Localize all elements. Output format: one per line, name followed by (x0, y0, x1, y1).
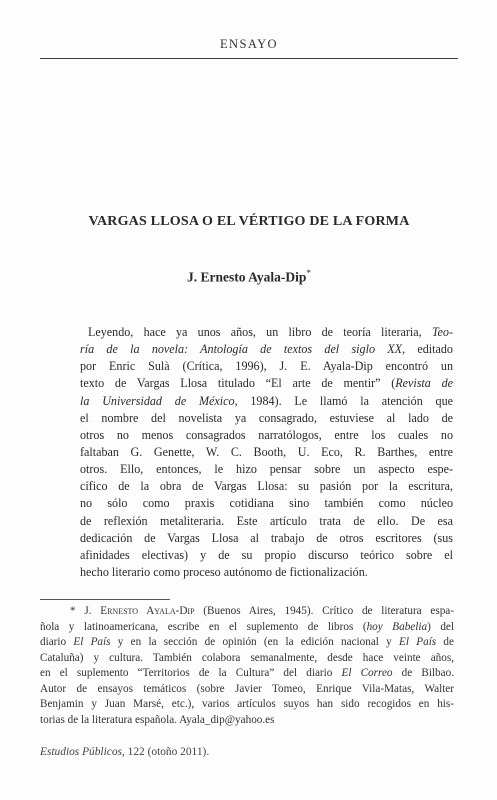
abstract-line (80, 324, 453, 341)
footnote-line-segment: J. Ernesto Ayala-Dip (84, 605, 195, 617)
abstract-line (80, 358, 453, 375)
abstract-line-segment: el nombre del novelista ya consagrado, estuviese al lado de (80, 410, 453, 425)
abstract-line-segment: Leyendo, hace ya unos años, un libro de teoría literaria, (88, 325, 432, 339)
abstract-line (80, 478, 453, 495)
footnote-line-segment: El País (399, 636, 437, 648)
abstract-line (80, 393, 453, 410)
abstract-line (80, 530, 453, 547)
author-name: J. Ernesto Ayala-Dip (187, 269, 307, 285)
journal-citation (40, 746, 209, 758)
running-head: ENSAYO (220, 37, 278, 51)
abstract-line-segment: cífico de la obra de Vargas Llosa: su pasión por la escritura, (80, 479, 453, 494)
abstract-line (80, 410, 453, 427)
abstract-line-segment: , 1984). Le llamó la atención que (234, 393, 453, 408)
footnote-line (40, 604, 454, 620)
abstract-line-segment: no sólo como praxis cotidiana sino también como núcleo (80, 496, 453, 511)
footnote-line-segment: Cataluña) y cultura. También colabora semanalmente, desde hace veinte años, (40, 651, 454, 664)
footnote-line-segment: * (70, 605, 85, 617)
footnote-line-segment: Benjamin y Juan Marsé, etc.), varios artículos suyos han sido recogidos en his- (40, 698, 454, 710)
footnote-marker: * (306, 268, 311, 278)
footnote-line-segment: de (436, 636, 454, 648)
abstract-line-segment: otros no menos consagrados narratólogos, entre los cuales no (80, 427, 453, 442)
header-rule (40, 58, 458, 59)
abstract-line-segment: faltaban G. Genette, W. C. Booth, U. Eco, R. Barthes, entre (80, 444, 453, 459)
footnote-line-segment: y en la sección de opinión (en la edición nacional y (110, 636, 400, 648)
footnote (40, 604, 454, 728)
abstract-line-segment: Teo- (431, 325, 453, 339)
abstract-line-segment: texto de Vargas Llosa titulado “El arte de mentir” ( (80, 376, 396, 391)
journal-name: Estudios Públicos (40, 746, 122, 758)
abstract-line-segment: , editado (402, 342, 453, 357)
article-author (40, 268, 458, 286)
abstract-line (80, 461, 453, 478)
abstract (80, 324, 453, 581)
abstract-line (80, 427, 453, 444)
footnote-line (40, 697, 454, 713)
footnote-line-segment: ñola y latinoamericana, escribe en el suplemento de libros ( (40, 620, 367, 633)
abstract-line-segment: afinidades electivas) y de su propio discurso teórico sobre el (80, 547, 453, 562)
footnote-line-segment: torias de la literatura española. Ayala_dip@yahoo.es (40, 713, 275, 726)
footnote-line (40, 682, 454, 698)
footnote-line-segment: Autor de ensayos temáticos (sobre Javier Tomeo, Enrique Vila-Matas, Walter (40, 682, 454, 695)
abstract-line (80, 495, 453, 512)
abstract-line (80, 341, 453, 358)
footnote-line (40, 651, 454, 667)
footnote-line-segment: en el suplemento “Territorios de la Cultura” del diario (40, 667, 342, 679)
abstract-line-segment: Revista de (395, 376, 453, 391)
abstract-line-segment: hecho literario como proceso autónomo de fictionalización. (80, 564, 368, 579)
abstract-line-segment: dedicación de Vargas Llosa al trabajo de otros escritores (sus (80, 530, 453, 545)
footnote-line (40, 635, 454, 651)
footnote-line-segment: hoy Babelia (366, 620, 428, 633)
footnote-line (40, 620, 454, 636)
abstract-line-segment: por Enric Sulà (Crítica, 1996), J. E. Ayala-Dip encontró un (80, 359, 453, 374)
abstract-line (80, 547, 453, 564)
abstract-line-segment: de reflexión metaliteraria. Este artículo trata de ello. De esa (80, 513, 453, 528)
footnote-line (40, 666, 454, 682)
footnote-line-segment: de Bilbao. (392, 667, 454, 679)
footnote-line-segment: El Correo (341, 667, 393, 679)
footnote-rule (40, 599, 170, 600)
abstract-line-segment: ría de la novela: Antología de textos del siglo XX (80, 342, 403, 357)
footnote-line-segment: ) del (427, 620, 455, 633)
footnote-line-segment: (Buenos Aires, 1945). Crítico de literatura espa- (194, 605, 454, 617)
article-title: VARGAS LLOSA O EL VÉRTIGO DE LA FORMA (88, 214, 410, 229)
footnote-line-segment: El País (73, 636, 111, 648)
footnote-line-segment: diario (40, 636, 74, 648)
abstract-line (80, 564, 453, 581)
abstract-line (80, 513, 453, 530)
abstract-line-segment: la Universidad de México (80, 393, 235, 408)
abstract-line-segment: otros. Ello, entonces, le hizo pensar sobre un aspecto espe- (80, 462, 453, 477)
abstract-line (80, 444, 453, 461)
journal-issue: , 122 (otoño 2011). (121, 746, 210, 758)
footnote-line (40, 713, 454, 729)
abstract-line (80, 375, 453, 392)
